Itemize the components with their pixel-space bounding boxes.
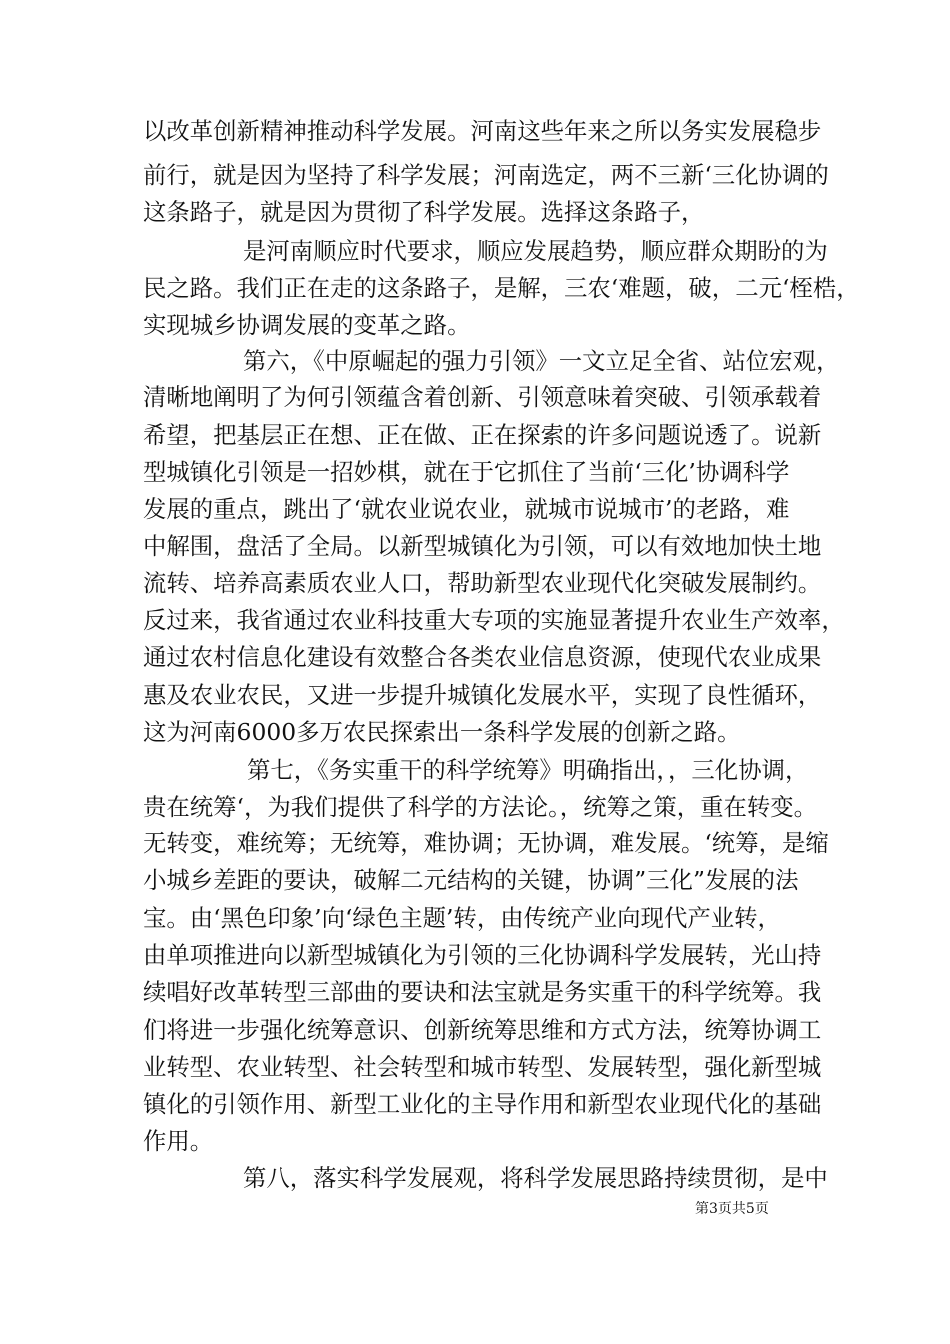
- text-line: 是河南顺应时代要求，顺应发展趋势，顺应群众期盼的为: [243, 237, 828, 265]
- text-line: 小城乡差距的要诀，破解二元结构的关键，协调”三化”发展的法: [143, 866, 799, 894]
- text-line: 实现城乡协调发展的变革之路。: [143, 311, 471, 339]
- text-line: 型城镇化引领是一招妙棋，就在于它抓住了当前‘三化’协调科学: [143, 458, 790, 486]
- text-line: 前行，就是因为坚持了科学发展；河南选定，两不三新‘三化协调的: [143, 161, 829, 189]
- text-line: 清晰地阐明了为何引领蕴含着创新、引领意味着突破、引领承载着: [143, 383, 822, 411]
- text-line: 希望，把基层正在想、正在做、正在探索的许多问题说透了。说新: [143, 421, 822, 449]
- text-line: 业转型、农业转型、社会转型和城市转型、发展转型，强化新型城: [143, 1053, 822, 1081]
- text-line: 中解围，盘活了全局。以新型城镇化为引领，可以有效地加快土地: [143, 532, 822, 560]
- text-line: 通过农村信息化建设有效整合各类农业信息资源，使现代农业成果: [143, 643, 822, 671]
- text-line: 这条路子，就是因为贯彻了科学发展。选择这条路子，: [143, 198, 705, 226]
- text-line: 以改革创新精神推动科学发展。河南这些年来之所以务实发展稳步: [143, 117, 822, 145]
- text-line: 宝。由‘黑色印象’向‘绿色主题’转，由传统产业向现代产业转，: [143, 904, 781, 932]
- text-line: 贵在统筹‘，为我们提供了科学的方法论。，统筹之策，重在转变。: [143, 793, 818, 821]
- text-line: 惠及农业农民，又进一步提升城镇化发展水平，实现了良性循环，: [143, 681, 822, 709]
- page-number: 第3页共5页: [695, 1201, 769, 1217]
- text-line: 第七，《务实重干的科学统筹》明确指出，，三化协调，: [247, 756, 809, 784]
- text-line: 镇化的引领作用、新型工业化的主导作用和新型农业现代化的基础: [143, 1090, 822, 1118]
- text-line: 由单项推进向以新型城镇化为引领的三化协调科学发展转，光山持: [143, 941, 822, 969]
- text-line: 作用。: [143, 1127, 214, 1155]
- text-line: 流转、培养高素质农业人口，帮助新型农业现代化突破发展制约。: [143, 569, 822, 597]
- text-line: 反过来，我省通过农业科技重大专项的实施显著提升农业生产效率，: [143, 606, 845, 634]
- text-line: 续唱好改革转型三部曲的要诀和法宝就是务实重干的科学统筹。我: [143, 978, 822, 1006]
- text-line: 发展的重点，跳出了‘就农业说农业，就城市说城市’的老路，难: [143, 495, 790, 523]
- text-line: 这为河南6000多万农民探索出一条科学发展的创新之路。: [143, 718, 741, 746]
- text-line: 民之路。我们正在走的这条路子，是解，三农‘难题，破，二元‘桎梏，: [143, 274, 860, 302]
- text-line: 无转变，难统筹；无统筹，难协调；无协调，难发展。‘统筹，是缩: [143, 829, 829, 857]
- text-line: 们将进一步强化统筹意识、创新统筹思维和方式方法，统筹协调工: [143, 1016, 822, 1044]
- text-line: 第六，《中原崛起的强力引领》一文立足全省、站位宏观，: [243, 347, 840, 375]
- text-line: 第八，落实科学发展观，将科学发展思路持续贯彻，是中: [243, 1164, 828, 1192]
